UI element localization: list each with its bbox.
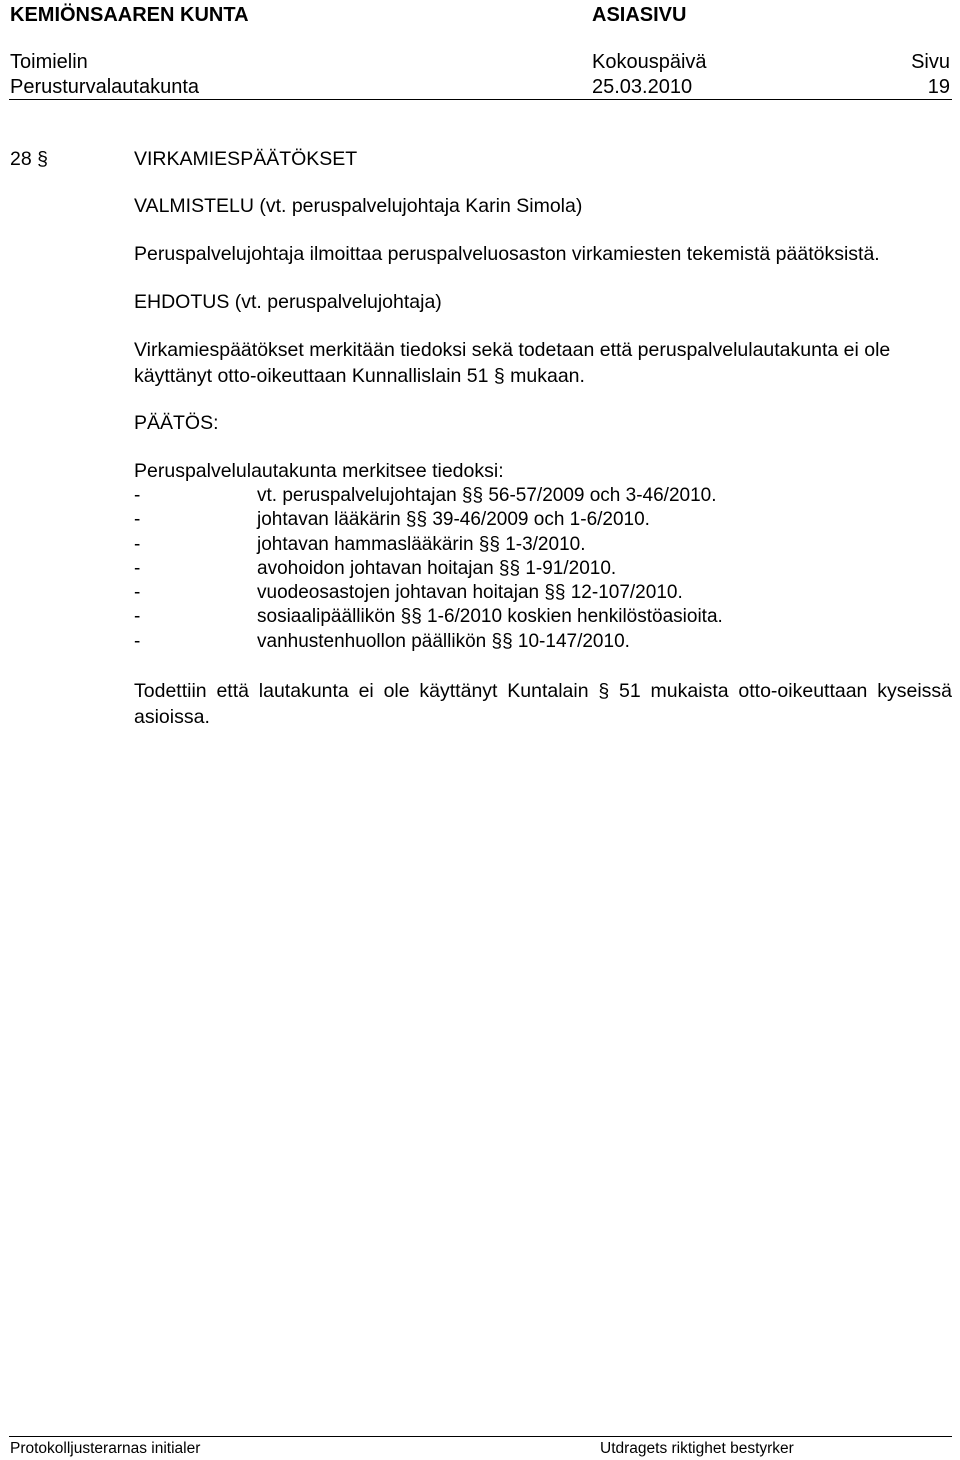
section-number: 28 §	[10, 148, 48, 170]
section-symbol: §	[37, 148, 48, 170]
decision-heading: PÄÄTÖS:	[134, 412, 219, 434]
meeting-date: 25.03.2010	[592, 76, 693, 98]
label-page: Sivu	[911, 51, 950, 73]
proposal-line-2: käyttänyt otto-oikeuttaan Kunnallislain 51 § mukaan.	[134, 365, 585, 387]
decision-intro: Peruspalvelulautakunta merkitsee tiedoksi:	[134, 460, 504, 482]
proposal-line-1: Virkamiespäätökset merkitään tiedoksi sekä todetaan että peruspalvelulautakunta ei ole	[134, 339, 891, 361]
section-title: VIRKAMIESPÄÄTÖKSET	[134, 148, 358, 170]
footer-initials: Protokolljusterarnas initialer	[10, 1440, 201, 1457]
prep-text: Peruspalvelujohtaja ilmoittaa peruspalveluosaston virkamiesten tekemistä päätöksistä.	[134, 243, 880, 265]
page-number: 19	[927, 76, 950, 98]
decision-conclusion: Todettiin että lautakunta ei ole käyttänyt Kuntalain § 51 mukaista otto-oikeuttaan kyseissä asioissa.	[134, 680, 952, 728]
body-name: Perusturvalautakunta	[10, 76, 200, 98]
label-date: Kokouspäivä	[592, 51, 707, 73]
label-body: Toimielin	[10, 51, 88, 73]
document-type: ASIASIVU	[592, 4, 687, 26]
municipality-name: KEMIÖNSAAREN KUNTA	[10, 4, 249, 26]
proposal-heading: EHDOTUS (vt. peruspalvelujohtaja)	[134, 291, 442, 313]
footer-certification: Utdragets riktighet bestyrker	[600, 1440, 794, 1457]
prep-heading: VALMISTELU (vt. peruspalvelujohtaja Karin Simola)	[134, 195, 583, 217]
footer-rule	[9, 1436, 952, 1437]
header-rule	[9, 99, 952, 100]
